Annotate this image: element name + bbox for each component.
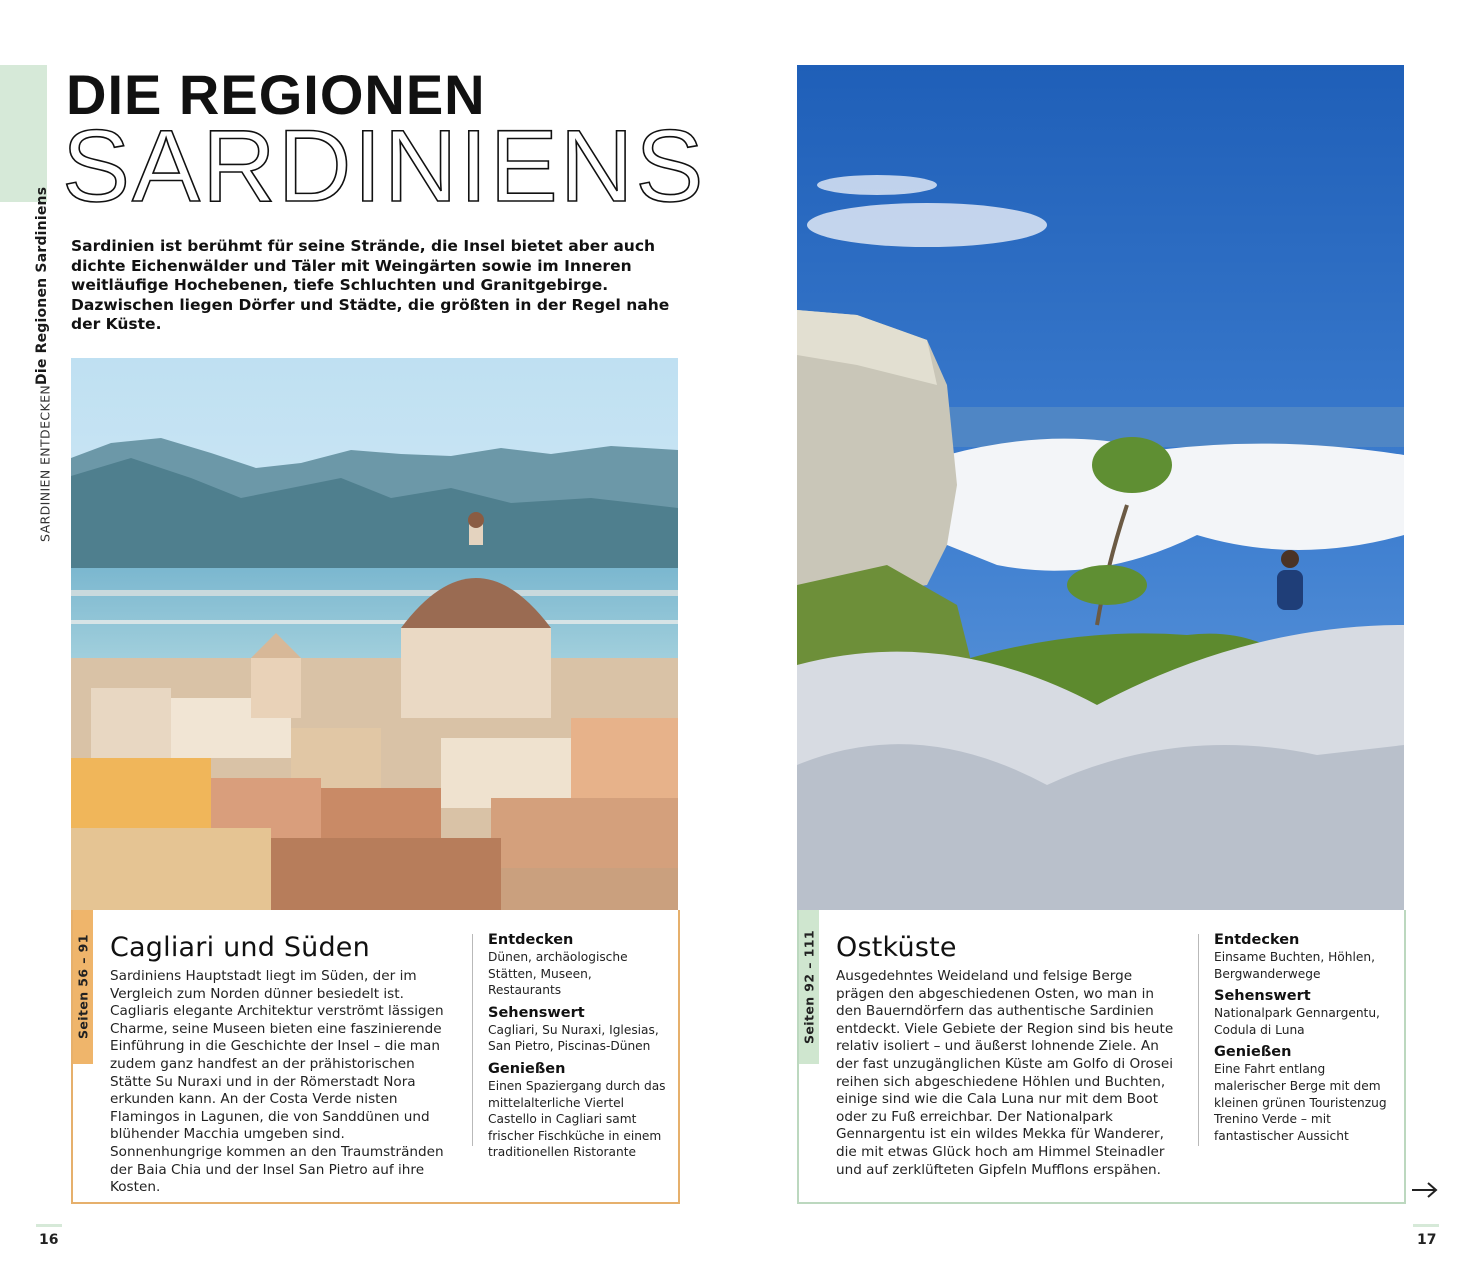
region-description: Ausgedehntes Weideland und felsige Berge prägen den abgeschiedenen Osten, wo man in den Bauerndörfern das authentische Sardinien entdeckt. Viele Gebiete der Region sind bis heute relativ isoliert – und äußerst lohnende Ziele. An der fast unzugänglichen Küste am Golfo di Orosei reihen sich abgeschiedene Höhlen und Buchten, einige sind wie die Cala Luna nur mit dem Boot oder zu Fuß erreichbar. Der Nationalpark Gennargentu ist ein wildes Mekka für Wanderer, die mit etwas Glück hoch am Himmel Steinadler und auf zerklüfteten Gipfeln Mufflons erspähen. <box>836 968 1174 1178</box>
photo-ostkueste <box>797 65 1404 910</box>
facts-sehenswert-text: Cagliari, Su Nuraxi, Iglesias, San Pietro, Piscinas-Dünen <box>488 1022 659 1054</box>
facts-entdecken-text: Einsame Buchten, Höhlen, Bergwanderwege <box>1214 950 1375 981</box>
running-header-section: SARDINIEN ENTDECKEN <box>37 384 53 542</box>
facts-entdecken-label: Entdecken <box>488 932 574 948</box>
page-number-left: 16 <box>39 1232 59 1248</box>
region-facts <box>1214 932 1392 1144</box>
facts-geniessen-label: Genießen <box>488 1060 566 1077</box>
region-pages-tab: Seiten 92 – 111 <box>799 910 819 1064</box>
running-header <box>34 186 54 542</box>
facts-sehenswert-text: Nationalpark Gennargentu, Codula di Luna <box>1214 1006 1380 1037</box>
facts-geniessen-text: Einen Spaziergang durch das mittelalterliche Viertel Castello in Cagliari samt frischer Fischküche in einem traditionellen Ristorante <box>488 1078 666 1160</box>
facts-geniessen-text: Eine Fahrt entlang malerischer Berge mit dem kleinen grünen Touristenzug Trenino Verde – mit fantastischer Aussicht <box>1214 1062 1387 1143</box>
region-title: Cagliari und Süden <box>110 932 370 963</box>
facts-geniessen-label: Genießen <box>1214 1044 1292 1061</box>
running-header-chapter: Die Regionen Sardiniens <box>34 186 50 385</box>
region-facts <box>488 932 666 1161</box>
region-description: Sardiniens Hauptstadt liegt im Süden, der im Vergleich zum Norden dünner besiedelt ist. Cagliaris elegante Architektur verströmt lässigen Charme, seine Museen bieten eine faszinierende Einführung in die Geschichte der Insel – die man zudem ganz handfest an der prähistorischen Stätte Su Nuraxi und in der Römerstadt Nora erkunden kann. An der Costa Verde nisten Flamingos in Lagunen, die von Sanddünen und blühender Macchia umgeben sind. Sonnenhungrige kommen an den Traumstränden der Baia Chia und der Insel San Pietro auf ihre Kosten. <box>110 968 444 1196</box>
box-divider <box>1198 934 1199 1146</box>
page-number-rule-left <box>36 1224 62 1227</box>
region-box-ostkueste <box>797 910 1406 1204</box>
arrow-right-icon[interactable] <box>1410 1180 1440 1206</box>
facts-entdecken-text: Dünen, archäologische Stätten, Museen, Restaurants <box>488 950 628 998</box>
page-title-line1: DIE REGIONEN <box>66 63 486 126</box>
facts-sehenswert-label: Sehenswert <box>1214 988 1311 1005</box>
facts-entdecken-label: Entdecken <box>1214 932 1300 948</box>
photo-cagliari <box>71 358 678 910</box>
chapter-color-tab <box>0 65 47 202</box>
box-divider <box>472 934 473 1146</box>
page-number-rule-right <box>1413 1224 1439 1227</box>
region-box-cagliari <box>71 910 680 1204</box>
page-number-right: 17 <box>1417 1232 1437 1248</box>
page-title-line2: SARDINIENS <box>62 109 706 223</box>
region-pages-tab: Seiten 56 – 91 <box>73 910 93 1064</box>
facts-sehenswert-label: Sehenswert <box>488 1004 585 1021</box>
intro-paragraph: Sardinien ist berühmt für seine Strände, die Insel bietet aber auch dichte Eichenwälder und Täler mit Weingärten sowie im Inneren weitläufige Hochebenen, tiefe Schluchten und Granitgebirge. Dazwischen liegen Dörfer und Städte, die größten in der Regel nahe der Küste. <box>71 237 670 333</box>
region-title: Ostküste <box>836 932 957 963</box>
